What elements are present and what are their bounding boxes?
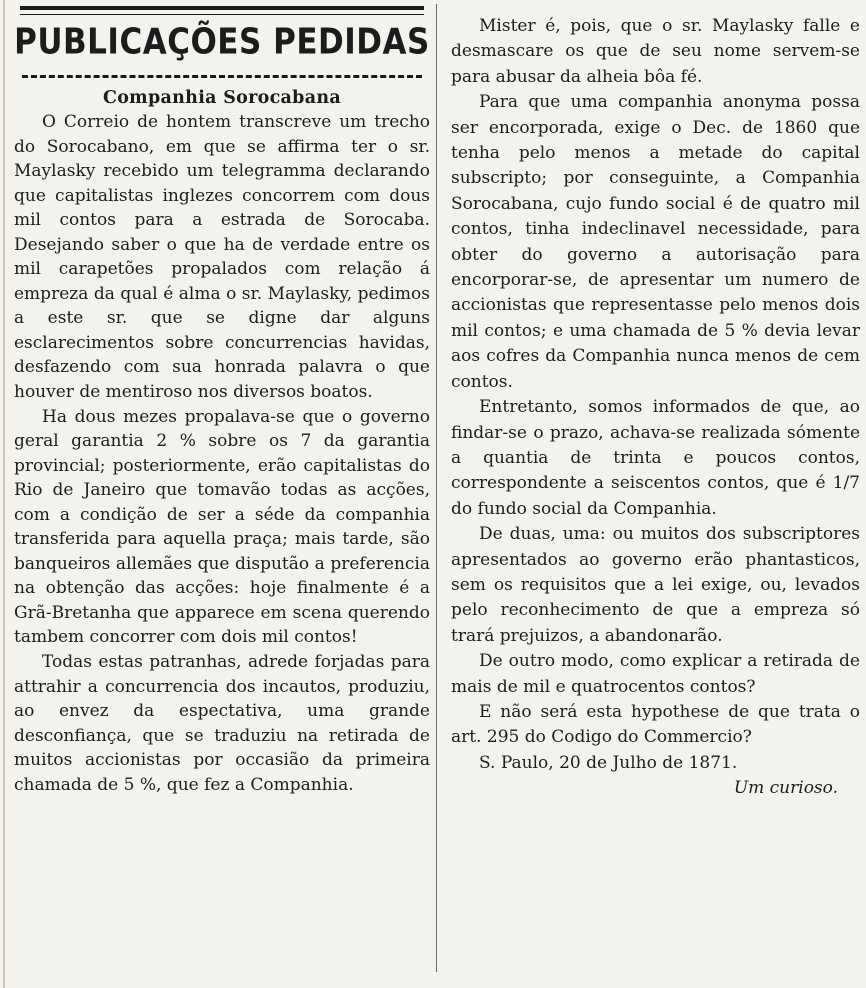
top-thick-rule [20, 6, 424, 10]
article-paragraph: De outro modo, como explicar a retirada de mais de mil e quatrocentos contos? [451, 651, 860, 697]
right-column [451, 14, 860, 802]
article-paragraph: Para que uma companhia anonyma possa ser encorporada, exige o Dec. de 1860 que tenha pelo menos a metade do capital subscripto; por conseguinte, a Companhia Sorocabana, cujo fundo social é de quatro mil contos, tinha indeclinavel necessidade, para obter do governo a autorisação para encorporar-se, de apresentar um numero de accionistas que representasse pelo menos dois mil contos; e uma chamada de 5 % devia levar aos cofres da Companhia nunca menos de cem contos. [451, 92, 860, 392]
top-thin-rule [20, 14, 424, 15]
signature: Um curioso. [733, 778, 838, 799]
left-column [14, 4, 430, 797]
dateline: S. Paulo, 20 de Julho de 1871. [479, 752, 738, 773]
article-paragraph: E não será esta hypothese de que trata o art. 295 do Codigo do Commercio? [451, 701, 860, 748]
article-paragraph: De duas, uma: ou muitos dos subscriptores apresentados ao governo erão phantasticos, sem os requisitos que a lei exige, ou, levados pelo reconhecimento de que a empreza só trará prejuizos, a abandonarão. [451, 524, 860, 646]
dashed-rule [22, 75, 422, 78]
column-divider [436, 4, 437, 972]
page-edge [3, 0, 5, 988]
article-paragraph: Todas estas patranhas, adrede forjadas para attrahir a concurrencia dos incautos, produziu, ao envez da espectativa, uma grande desconfiança, que se traduziu na retirada de muitos accionistas por occasião da primeira chamada de 5 %, que fez a Companhia. [14, 652, 430, 795]
article-paragraph: Mister é, pois, que o sr. Maylasky falle e desmascare os que de seu nome servem-se para abusar da alheia bôa fé. [451, 16, 860, 87]
article-paragraph: Ha dous mezes propalava-se que o governo geral garantia 2 % sobre os 7 da garantia provincial; posteriormente, erão capitalistas do Rio de Janeiro que tomavão todas as acções, com a condição de ser a séde da companhia transferida para aquella praça; mais tarde, são banqueiros allemães que disputão a preferencia na obtenção das acções: hoje finalmente é a Grã-Bretanha que apparece em scena querendo tambem concorrer com dois mil contos! [14, 406, 430, 648]
article-paragraph: O Correio de hontem transcreve um trecho do Sorocabano, em que se affirma ter o sr. Maylasky recebido um telegramma declarando que capitalistas inglezes concorrem com dous mil contos para a estrada de Sorocaba. Desejando saber o que ha de verdade entre os mil carapetões propalados com relação á empreza da qual é alma o sr. Maylasky, pedimos a este sr. que se digne dar alguns esclarecimentos sobre concurrencias havidas, desfazendo com sua honrada palavra o que houver de mentiroso nos diversos boatos. [14, 112, 430, 403]
section-masthead: PUBLICAÇÕES PEDIDAS [14, 21, 430, 63]
article-title: Companhia Sorocabana [102, 88, 342, 108]
article-paragraph: Entretanto, somos informados de que, ao findar-se o prazo, achava-se realizada sómente a quantia de trinta e poucos contos, correspondente a seiscentos contos, que é 1/7 do fundo social da Companhia. [451, 397, 860, 519]
